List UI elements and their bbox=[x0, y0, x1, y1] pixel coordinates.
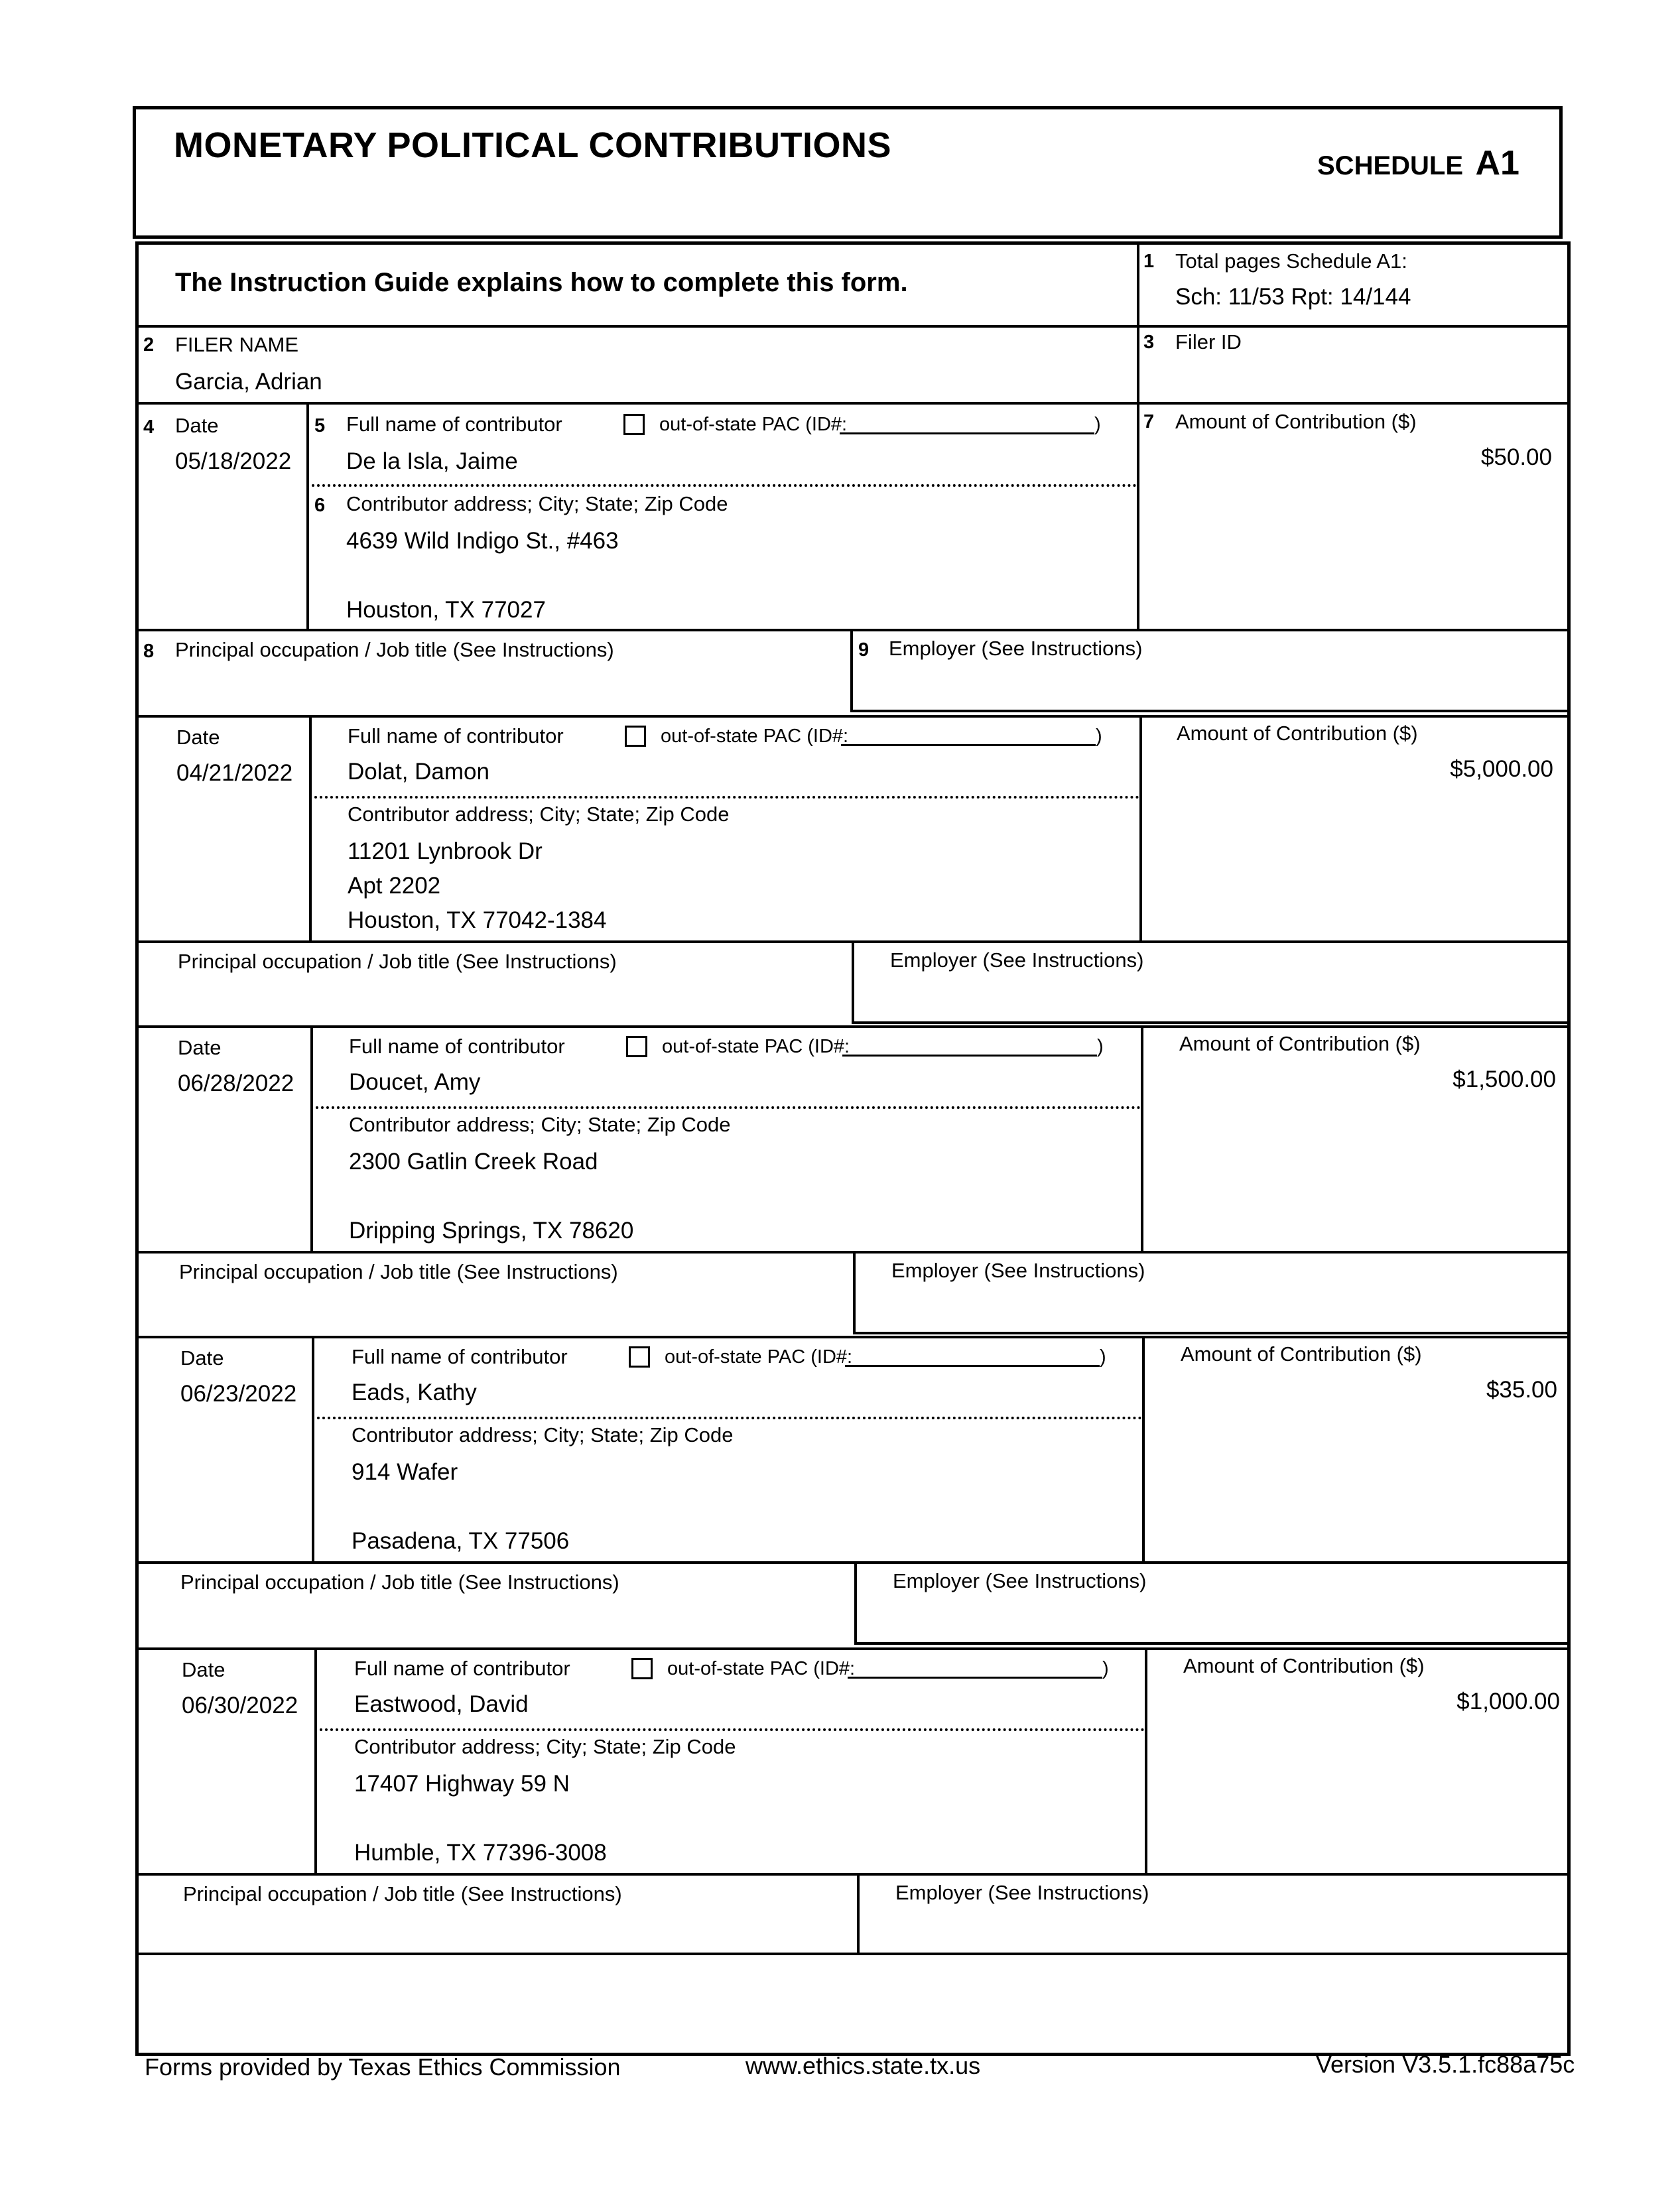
contributor-address-label: Contributor address; City; State; Zip Code bbox=[352, 1423, 734, 1447]
contribution-amount: $5,000.00 bbox=[1450, 756, 1553, 782]
contribution-amount: $1,000.00 bbox=[1456, 1689, 1560, 1714]
divider bbox=[310, 1025, 313, 1252]
divider bbox=[135, 325, 1568, 328]
divider bbox=[852, 940, 854, 1023]
occupation-label: Principal occupation / Job title (See Instructions) bbox=[179, 1260, 618, 1283]
divider bbox=[1139, 715, 1142, 942]
pac-id-close: ) bbox=[1094, 414, 1101, 435]
footer-version: Version V3.5.1.fc88a75c bbox=[1316, 2051, 1575, 2078]
divider bbox=[1137, 241, 1139, 630]
contribution-amount: $35.00 bbox=[1486, 1377, 1557, 1403]
field-number-8: 8 bbox=[143, 641, 155, 662]
address-line-1: 11201 Lynbrook Dr bbox=[348, 838, 543, 864]
amount-label: Amount of Contribution ($) bbox=[1181, 1342, 1422, 1366]
amount-label: Amount of Contribution ($) bbox=[1183, 1654, 1425, 1677]
dotted-divider bbox=[312, 1417, 1142, 1419]
schedule-id: A1 bbox=[1475, 144, 1519, 182]
occupation-label: Principal occupation / Job title (See Instructions) bbox=[183, 1882, 622, 1905]
pac-id-close: ) bbox=[1097, 1036, 1104, 1057]
address-city: Houston, TX 77027 bbox=[346, 597, 546, 623]
contributor-name-label: Full name of contributor bbox=[346, 413, 562, 436]
divider bbox=[135, 715, 1568, 718]
divider bbox=[135, 1561, 1568, 1564]
field-number-5: 5 bbox=[314, 415, 326, 436]
pac-id-label: out-of-state PAC (ID#: bbox=[665, 1346, 853, 1368]
date-label: Date bbox=[178, 1036, 222, 1059]
address-line-1: 17407 Highway 59 N bbox=[354, 1771, 570, 1797]
address-city: Houston, TX 77042-1384 bbox=[348, 907, 607, 933]
contributor-name-label: Full name of contributor bbox=[349, 1035, 565, 1058]
contributor-address-label: Contributor address; City; State; Zip Code bbox=[346, 492, 728, 515]
divider bbox=[312, 1336, 314, 1563]
employer-label: Employer (See Instructions) bbox=[891, 1259, 1145, 1282]
amount-label: Amount of Contribution ($) bbox=[1177, 722, 1418, 745]
dotted-divider bbox=[306, 484, 1137, 487]
contributor-name: Eads, Kathy bbox=[352, 1380, 477, 1405]
divider bbox=[852, 1021, 1568, 1024]
employer-label: Employer (See Instructions) bbox=[890, 948, 1144, 972]
employer-label: Employer (See Instructions) bbox=[889, 637, 1143, 660]
field-number-1: 1 bbox=[1143, 251, 1155, 272]
contributor-name: Eastwood, David bbox=[354, 1691, 529, 1717]
out-of-state-pac-checkbox[interactable] bbox=[625, 726, 646, 747]
field-number-2: 2 bbox=[143, 334, 155, 355]
pac-id-label: out-of-state PAC (ID#: bbox=[667, 1658, 856, 1679]
address-city: Pasadena, TX 77506 bbox=[352, 1528, 570, 1554]
divider bbox=[850, 629, 853, 711]
divider bbox=[309, 715, 312, 942]
filer-id-label: Filer ID bbox=[1175, 330, 1242, 354]
pac-id-line bbox=[848, 1677, 1102, 1679]
employer-label: Employer (See Instructions) bbox=[893, 1569, 1147, 1592]
form-title: MONETARY POLITICAL CONTRIBUTIONS bbox=[174, 125, 891, 165]
divider bbox=[135, 1873, 1568, 1876]
divider bbox=[857, 1873, 860, 1955]
address-line-1: 2300 Gatlin Creek Road bbox=[349, 1149, 598, 1175]
divider bbox=[135, 1336, 1568, 1338]
total-pages-value: Sch: 11/53 Rpt: 14/144 bbox=[1175, 284, 1411, 310]
contributor-name: De la Isla, Jaime bbox=[346, 448, 518, 474]
contribution-date: 06/23/2022 bbox=[180, 1381, 297, 1407]
contributor-name-label: Full name of contributor bbox=[348, 724, 564, 747]
contribution-amount: $1,500.00 bbox=[1453, 1066, 1556, 1092]
contributor-name-label: Full name of contributor bbox=[354, 1657, 570, 1680]
field-number-7: 7 bbox=[1143, 411, 1155, 432]
contribution-date: 06/28/2022 bbox=[178, 1070, 294, 1096]
pac-id-line bbox=[842, 1055, 1097, 1057]
divider bbox=[135, 1953, 1568, 1955]
divider bbox=[850, 710, 1568, 712]
contribution-date: 05/18/2022 bbox=[175, 448, 292, 474]
divider bbox=[854, 1561, 857, 1643]
divider bbox=[853, 1332, 1568, 1334]
pac-id-line bbox=[840, 432, 1094, 434]
contribution-amount: $50.00 bbox=[1480, 444, 1552, 470]
date-label: Date bbox=[176, 726, 220, 749]
filer-name-label: FILER NAME bbox=[175, 333, 299, 356]
dotted-divider bbox=[309, 796, 1139, 799]
field-number-3: 3 bbox=[1143, 332, 1155, 353]
contributor-name-label: Full name of contributor bbox=[352, 1345, 568, 1368]
divider bbox=[135, 1647, 1568, 1650]
total-pages-label: Total pages Schedule A1: bbox=[1175, 249, 1407, 273]
pac-id-label: out-of-state PAC (ID#: bbox=[662, 1036, 850, 1057]
pac-id-label: out-of-state PAC (ID#: bbox=[659, 414, 848, 435]
occupation-label: Principal occupation / Job title (See Instructions) bbox=[175, 638, 614, 661]
divider bbox=[853, 1251, 856, 1333]
footer-url[interactable]: www.ethics.state.tx.us bbox=[745, 2052, 981, 2079]
schedule-word: SCHEDULE bbox=[1317, 151, 1464, 180]
divider bbox=[314, 1647, 317, 1874]
pac-id-close: ) bbox=[1102, 1658, 1109, 1679]
contributor-address-label: Contributor address; City; State; Zip Code bbox=[348, 803, 730, 826]
occupation-label: Principal occupation / Job title (See Instructions) bbox=[178, 950, 617, 973]
amount-label: Amount of Contribution ($) bbox=[1175, 410, 1417, 433]
filer-name-value: Garcia, Adrian bbox=[175, 369, 322, 395]
field-number-9: 9 bbox=[858, 639, 870, 661]
address-city: Humble, TX 77396-3008 bbox=[354, 1840, 607, 1866]
divider bbox=[306, 402, 309, 630]
employer-label: Employer (See Instructions) bbox=[895, 1881, 1149, 1904]
divider bbox=[135, 1025, 1568, 1028]
occupation-label: Principal occupation / Job title (See Instructions) bbox=[180, 1571, 619, 1594]
divider bbox=[135, 402, 1568, 405]
contributor-address-label: Contributor address; City; State; Zip Code bbox=[349, 1113, 731, 1136]
dotted-divider bbox=[314, 1728, 1145, 1731]
divider bbox=[1145, 1647, 1147, 1874]
dotted-divider bbox=[310, 1106, 1141, 1109]
pac-id-line bbox=[845, 1365, 1100, 1367]
pac-id-close: ) bbox=[1096, 726, 1102, 747]
contribution-date: 06/30/2022 bbox=[182, 1693, 298, 1718]
pac-id-line bbox=[841, 744, 1096, 746]
address-city: Dripping Springs, TX 78620 bbox=[349, 1218, 634, 1244]
address-line-2: Apt 2202 bbox=[348, 873, 441, 899]
contributor-address-label: Contributor address; City; State; Zip Code bbox=[354, 1735, 736, 1758]
divider bbox=[854, 1642, 1568, 1645]
contributor-name: Dolat, Damon bbox=[348, 759, 489, 785]
instruction-text: The Instruction Guide explains how to complete this form. bbox=[175, 268, 908, 297]
address-line-1: 4639 Wild Indigo St., #463 bbox=[346, 528, 619, 554]
divider bbox=[1141, 1025, 1143, 1252]
address-line-1: 914 Wafer bbox=[352, 1459, 458, 1485]
out-of-state-pac-checkbox[interactable] bbox=[623, 414, 645, 435]
out-of-state-pac-checkbox[interactable] bbox=[629, 1346, 650, 1368]
date-label: Date bbox=[175, 414, 219, 437]
pac-id-close: ) bbox=[1100, 1346, 1106, 1368]
footer-provider: Forms provided by Texas Ethics Commission bbox=[145, 2053, 621, 2081]
pac-id-label: out-of-state PAC (ID#: bbox=[661, 726, 849, 747]
contributor-name: Doucet, Amy bbox=[349, 1069, 481, 1095]
date-label: Date bbox=[182, 1658, 226, 1681]
contribution-date: 04/21/2022 bbox=[176, 760, 293, 786]
schedule-label bbox=[1317, 143, 1519, 183]
field-number-4: 4 bbox=[143, 417, 155, 438]
field-number-6: 6 bbox=[314, 495, 326, 516]
divider bbox=[135, 1251, 1568, 1254]
date-label: Date bbox=[180, 1346, 224, 1370]
out-of-state-pac-checkbox[interactable] bbox=[626, 1036, 647, 1057]
amount-label: Amount of Contribution ($) bbox=[1179, 1032, 1421, 1055]
divider bbox=[1142, 1336, 1145, 1563]
out-of-state-pac-checkbox[interactable] bbox=[631, 1658, 653, 1679]
